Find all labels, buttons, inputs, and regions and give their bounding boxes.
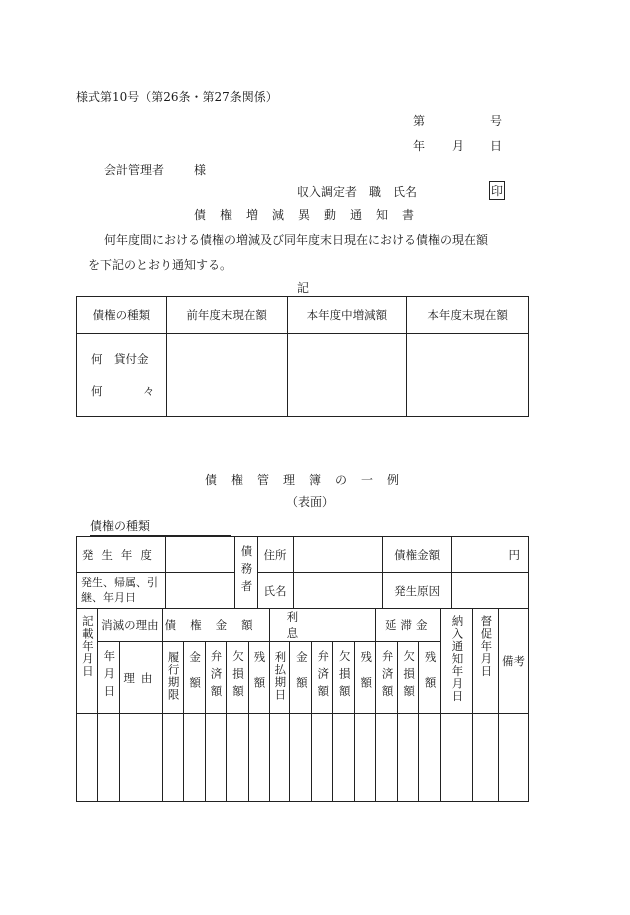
yen-unit: 円 (452, 537, 529, 573)
origin-value (165, 573, 234, 609)
delay-loss-cell (398, 642, 419, 714)
summary-item-1: 何 貸付金 (91, 352, 149, 366)
ledger-history-table (76, 608, 529, 802)
notice-body-line1: 何年度間における債権の増減及び同年度末日現在における債権の現在額 (104, 233, 489, 247)
ledger-info-table (76, 536, 529, 609)
summary-change-value (287, 334, 407, 417)
number-prefix: 第 (413, 114, 426, 128)
ledger-subtitle: （表面） (286, 495, 335, 509)
origin-label: 発生、帰属、引継、年月日 (77, 573, 166, 609)
year-value (165, 537, 234, 573)
ext-date-header: 年月日 (102, 649, 117, 703)
debt-amount-header: 債権金額 (162, 609, 269, 642)
summary-table (76, 296, 529, 417)
notice-body-line2: を下記のとおり通知する。 (88, 258, 233, 272)
summary-item-2-a: 何 (91, 384, 103, 398)
ki-label: 記 (297, 281, 310, 295)
date-year: 年 (413, 139, 426, 153)
delay-loss-sub: 欠損額 (402, 649, 417, 703)
int-loss-cell (333, 642, 355, 714)
notice-title: 債権増減異動通知書 (194, 208, 429, 222)
number-suffix: 号 (490, 114, 503, 128)
debt-loss-cell (226, 642, 248, 714)
interest-header: 利息 (269, 609, 376, 642)
col-header-prev: 前年度末現在額 (166, 297, 287, 334)
delay-fee-header: 延滞金 (376, 609, 441, 642)
cause-value (452, 573, 529, 609)
demand-date-header: 督促年月日 (479, 615, 494, 678)
payment-notice-header: 納入通知年月日 (450, 615, 465, 703)
summary-current-value (407, 334, 529, 417)
debt-repaid-sub: 弁済額 (209, 649, 224, 703)
date-day: 日 (490, 139, 503, 153)
col-header-kind: 債権の種類 (77, 297, 167, 334)
year-label: 発生年度 (77, 537, 166, 573)
debt-balance-cell (248, 642, 269, 714)
summary-prev-value (166, 334, 287, 417)
ledger-empty-row (77, 714, 529, 802)
record-date-cell (77, 609, 98, 714)
form-number: 様式第10号（第26条・第27条関係） (76, 90, 278, 104)
ext-date-cell (97, 642, 119, 714)
debt-amount-cell (183, 642, 205, 714)
summary-item-2-b: 々 (143, 384, 155, 398)
seal-mark: 印 (489, 181, 505, 200)
int-repaid-sub: 弁済額 (316, 649, 331, 703)
extinction-header: 消滅の理由 (97, 609, 162, 642)
ledger-title: 債権管理簿の一例 (205, 473, 414, 487)
amount-label: 債権金額 (383, 537, 452, 573)
sender: 収入調定者 職 氏名 (297, 185, 418, 199)
delay-balance-sub: 残額 (423, 650, 438, 702)
debt-amount-sub: 金額 (188, 650, 203, 702)
date-month: 月 (452, 139, 465, 153)
col-header-change: 本年度中増減額 (287, 297, 407, 334)
col-header-current: 本年度末現在額 (407, 297, 529, 334)
debtor-label: 債務者 (239, 544, 254, 598)
name-label: 氏名 (257, 573, 293, 609)
summary-item-cell (77, 334, 167, 417)
debtor-label-cell (234, 537, 257, 609)
payment-notice-cell (441, 609, 473, 714)
int-paydate-cell (269, 642, 290, 714)
debt-balance-sub: 残額 (252, 650, 267, 702)
debt-loss-sub: 欠損額 (230, 649, 245, 703)
record-date-header: 記載年月日 (80, 615, 95, 678)
int-loss-sub: 欠損額 (337, 649, 352, 703)
ledger-kind-label: 債権の種類 (90, 517, 231, 536)
ext-reason-header: 理由 (119, 642, 162, 714)
delay-balance-cell (419, 642, 441, 714)
cause-label: 発生原因 (383, 573, 452, 609)
addressee: 会計管理者 (104, 163, 165, 177)
delay-repaid-sub: 弁済額 (380, 649, 395, 703)
debt-repaid-cell (205, 642, 226, 714)
demand-date-cell (473, 609, 499, 714)
int-balance-sub: 残額 (359, 650, 374, 702)
int-paydate-sub: 利払期日 (273, 651, 288, 701)
name-value (293, 573, 383, 609)
debt-due-cell (162, 642, 183, 714)
remarks-header: 備考 (498, 609, 528, 714)
debt-due-header: 履行期限 (166, 651, 181, 701)
int-amount-cell (290, 642, 312, 714)
int-balance-cell (355, 642, 376, 714)
address-label: 住所 (257, 537, 293, 573)
honorific: 様 (194, 163, 207, 177)
int-repaid-cell (312, 642, 333, 714)
address-value (293, 537, 383, 573)
delay-repaid-cell (376, 642, 398, 714)
int-amount-sub: 金額 (294, 650, 309, 702)
